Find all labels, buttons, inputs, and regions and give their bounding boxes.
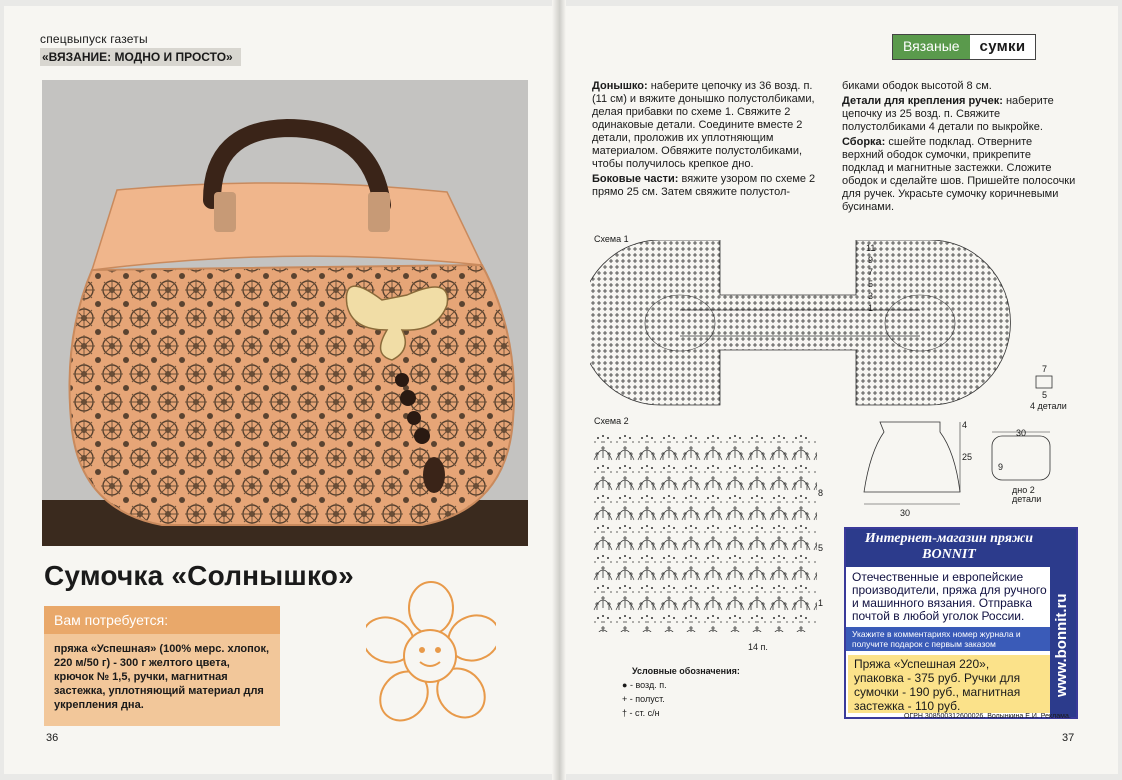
step-label: Сборка: bbox=[842, 136, 886, 148]
handle-dim-top: 7 bbox=[1042, 364, 1048, 374]
section-title bbox=[892, 34, 1036, 60]
handle-caption: 4 детали bbox=[1030, 401, 1067, 411]
legend-text: - полуст. bbox=[629, 694, 665, 704]
schema-2-row: 5 bbox=[818, 543, 824, 553]
magazine-header-top: спецвыпуск газеты bbox=[40, 32, 148, 46]
step-text: биками ободок высотой 8 см. bbox=[842, 80, 992, 92]
legend-text: - возд. п. bbox=[629, 680, 667, 690]
step-text: вяжите узором по схеме 2 прямо 25 см. Затем свяжите полустол- bbox=[592, 173, 816, 198]
side-dim-width: 30 bbox=[900, 508, 911, 518]
instructions-column-2 bbox=[842, 80, 1076, 216]
legend-item bbox=[622, 706, 740, 720]
step-text: наберите цепочку из 36 возд. п. (11 см) и вяжите донышко полустолбиками, делая прибавки по схеме 1. Свяжите 2 одинаковые детали. Соедините вместе 2 детали, проложив их уплотняющим материалом. Обвяжите полустолбиками, чтобы получилось крепкое дно. bbox=[592, 80, 815, 170]
bottom-dim-width: 30 bbox=[1016, 428, 1027, 438]
legend-item bbox=[622, 692, 740, 706]
handle-dim-bottom: 5 bbox=[1042, 390, 1048, 400]
schema-1-row: 9 bbox=[868, 255, 874, 265]
schema-2-row: 8 bbox=[818, 488, 824, 498]
legend-title: Условные обозначения: bbox=[632, 666, 740, 676]
bottom-dim-height: 9 bbox=[998, 462, 1004, 472]
ad-price: Пряжа «Успешная 220», упаковка - 375 руб. Ручки для сумочки - 190 руб., магнитная застежка - 110 руб. bbox=[848, 655, 1050, 713]
ad-headline: Интернет-магазин пряжи BONNIT bbox=[846, 529, 1076, 567]
side-dim-height: 25 bbox=[962, 452, 973, 462]
schema-2-diagram bbox=[592, 432, 822, 642]
bottom-caption: дно 2 детали bbox=[1012, 485, 1042, 504]
bag-photo bbox=[42, 80, 528, 546]
materials-box bbox=[44, 606, 280, 726]
article-title: Сумочка «Солнышко» bbox=[44, 560, 354, 591]
legend-symbol: † bbox=[622, 708, 628, 718]
legend-item bbox=[622, 678, 740, 692]
page-number-left: 36 bbox=[46, 732, 59, 744]
page-gutter bbox=[552, 0, 566, 780]
schema-1-label: Схема 1 bbox=[594, 234, 629, 244]
ad-body: Отечественные и европейские производители, пряжа для ручного и машинного вязания. Отправка почтой в любой уголок России. bbox=[852, 570, 1047, 623]
bonnit-ad bbox=[844, 527, 1078, 719]
legend-symbol: ● bbox=[622, 680, 628, 690]
ad-side-bar bbox=[1050, 529, 1076, 717]
materials-text: пряжа «Успешная» (100% мерс. хлопок, 220 м/50 г) - 300 г желтого цвета, крючок № 1,5, ручки, магнитная застежка, уплотняющий материал для укрепления дна. bbox=[54, 643, 270, 711]
legend-symbol: + bbox=[622, 694, 628, 704]
schema-1-row: 1 bbox=[868, 303, 874, 313]
side-dim-top: 4 bbox=[962, 420, 968, 430]
section-title-a: Вязаные bbox=[893, 35, 970, 59]
step-label: Боковые части: bbox=[592, 173, 679, 185]
legend-text: - ст. с/н bbox=[629, 708, 660, 718]
schema-2-row: 1 bbox=[818, 598, 824, 608]
schema-1-row: 11 bbox=[866, 243, 876, 253]
schema-2-repeat: 14 п. bbox=[748, 642, 768, 652]
section-title-b: сумки bbox=[970, 35, 1036, 59]
magazine-header-title: «ВЯЗАНИЕ: МОДНО И ПРОСТО» bbox=[40, 48, 241, 66]
schema-1-row: 3 bbox=[868, 291, 874, 301]
schema-2-label: Схема 2 bbox=[594, 416, 629, 426]
schema-1-row: 7 bbox=[868, 267, 874, 277]
step-label: Донышко: bbox=[592, 80, 648, 92]
flower-decoration bbox=[366, 578, 496, 728]
legend bbox=[622, 664, 740, 720]
instructions-column-1 bbox=[592, 80, 818, 201]
schema-1-row: 5 bbox=[868, 279, 874, 289]
ad-footer: ОГРН 308500312600026. Волынкина Е.И. Реклама. bbox=[904, 713, 1071, 720]
step-label: Детали для крепления ручек: bbox=[842, 95, 1003, 107]
ad-url: www.bonnit.ru bbox=[1053, 593, 1070, 697]
ad-note: Укажите в комментариях номер журнала и получите подарок с первым заказом bbox=[846, 627, 1076, 651]
step-text: сшейте подклад. Отверните верхний ободок сумочки, прикрепите подклад и магнитные застежки. Сложите ободок и сделайте шов. Пришейте полосочки для ручек. Украсьте сумочку коричневыми бусинами. bbox=[842, 136, 1076, 213]
step-text: наберите цепочку из 25 возд. п. Свяжите полустолбиками 4 детали по выкройке. bbox=[842, 95, 1054, 133]
materials-title: Вам потребуется: bbox=[44, 606, 280, 634]
page-number-right: 37 bbox=[1062, 732, 1075, 744]
